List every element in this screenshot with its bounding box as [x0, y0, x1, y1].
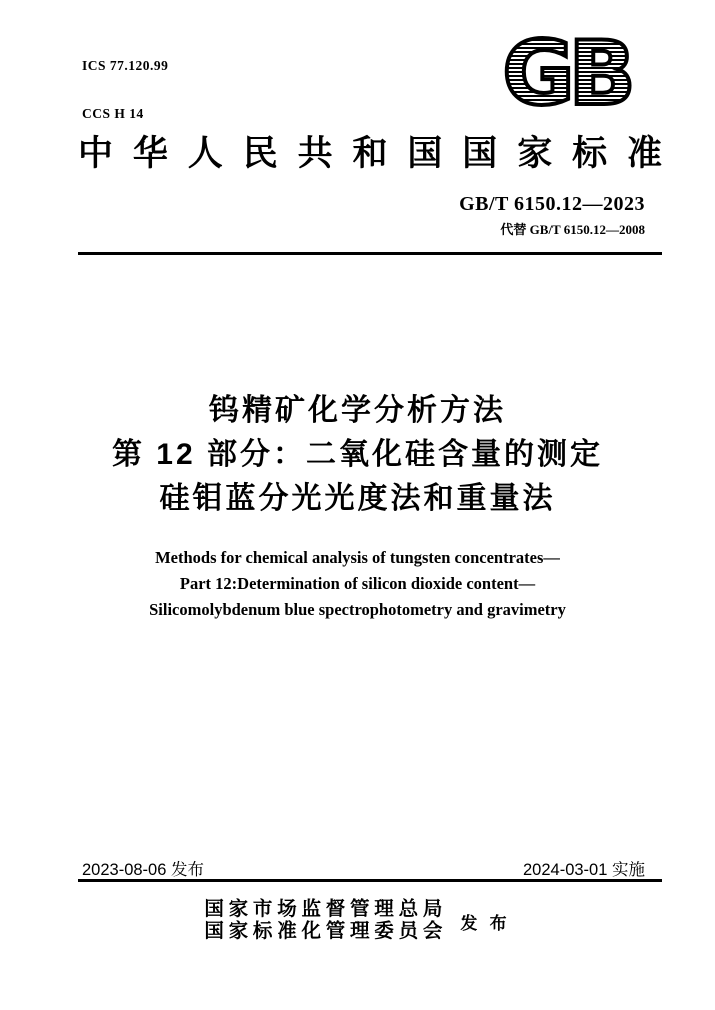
standard-number: GB/T 6150.12—2023	[459, 193, 645, 215]
issue-date: 2023-08-06 发布	[82, 861, 204, 879]
publisher-block	[0, 899, 715, 943]
title-zh-line3: 硅钼蓝分光光度法和重量法	[159, 482, 556, 515]
title-en-line1: Methods for chemical analysis of tungsten concentrates—	[155, 548, 560, 567]
publisher-line1: 国家市场监督管理总局	[204, 899, 443, 920]
title-english	[0, 545, 715, 623]
national-standard-heading: 中华人民共和国国家标准	[78, 134, 662, 173]
ics-code: ICS 77.120.99	[82, 58, 169, 73]
issued-by-label: 发 布	[460, 913, 511, 933]
gb-logo-text: GB	[502, 34, 630, 114]
gb-logo-graphic	[483, 34, 649, 114]
title-en-line3: Silicomolybdenum blue spectrophotometry and gravimetry	[149, 600, 566, 619]
ccs-code: CCS H 14	[82, 106, 144, 121]
title-chinese	[0, 389, 715, 521]
title-zh-line2: 第 12 部分：二氧化硅含量的测定	[111, 438, 604, 471]
title-zh-line1: 钨精矿化学分析方法	[209, 394, 506, 427]
header-divider-rule	[78, 252, 662, 255]
title-en-line2: Part 12:Determination of silicon dioxide content—	[179, 574, 536, 593]
implementation-date: 2024-03-01 实施	[523, 861, 645, 879]
publisher-line2: 国家标准化管理委员会	[204, 921, 443, 942]
replaces-note: 代替 GB/T 6150.12—2008	[500, 222, 645, 237]
gb-logo	[483, 34, 649, 114]
footer-divider-rule	[78, 879, 662, 882]
publisher-names	[204, 899, 442, 943]
